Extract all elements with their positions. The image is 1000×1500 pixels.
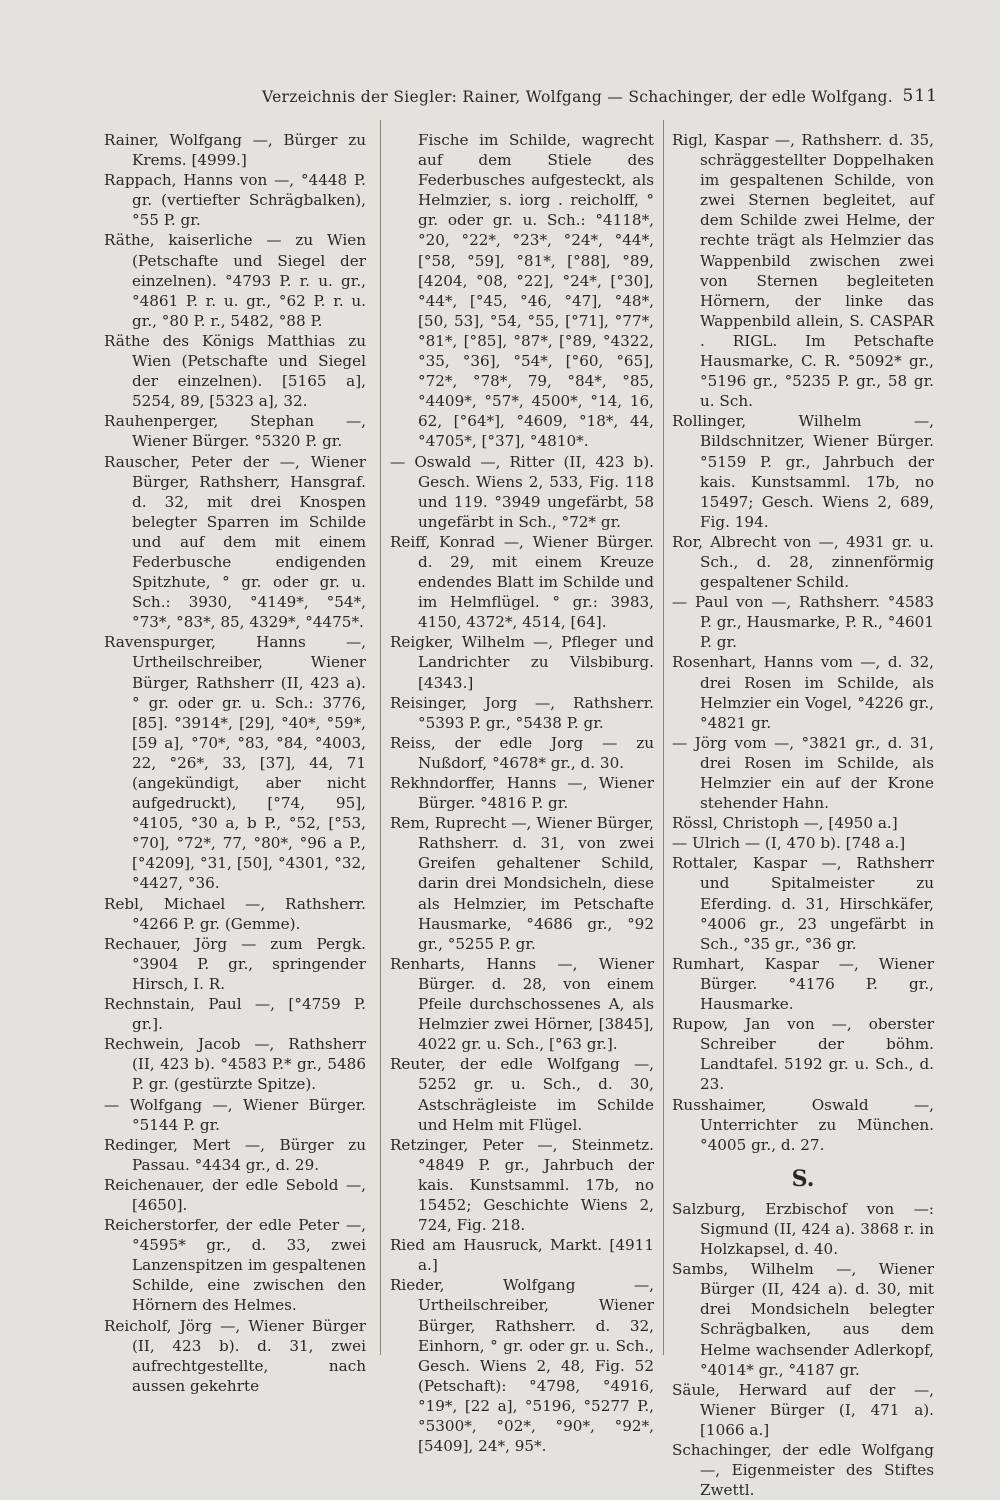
- index-entry: Reicherstorfer, der edle Peter —, °4595* gr., d. 33, zwei Lanzenspitzen im gespaltenen Schilde, eine zwischen den Hörnern des Helmes.: [104, 1216, 366, 1315]
- index-entry: Rollinger, Wilhelm —, Bildschnitzer, Wiener Bürger. °5159 P. gr., Jahrbuch der kais. Kunstsamml. 17b, no 15497; Gesch. Wiens 2, 689, Fig. 194.: [672, 412, 934, 531]
- index-entry: — Jörg vom —, °3821 gr., d. 31, drei Rosen im Schilde, als Helmzier ein auf der Krone stehender Hahn.: [672, 733, 934, 813]
- index-entry: Rechwein, Jacob —, Rathsherr (II, 423 b). °4583 P.* gr., 5486 P. gr. (gestürzte Spitze).: [104, 1035, 366, 1094]
- index-entry: Ried am Hausruck, Markt. [4911 a.]: [390, 1236, 654, 1275]
- index-entry: — Oswald —, Ritter (II, 423 b). Gesch. Wiens 2, 533, Fig. 118 und 119. °3949 ungefärbt, 58 ungefärbt in Sch., °72* gr.: [390, 452, 654, 531]
- index-entry: Salzburg, Erzbischof von —: Sigmund (II, 424 a). 3868 r. in Holzkapsel, d. 40.: [672, 1199, 934, 1259]
- index-entry: Sambs, Wilhelm —, Wiener Bürger (II, 424 a). d. 30, mit drei Mondsicheln belegter Schrägbalken, aus dem Helme wachsender Adlerkopf, °4014* gr., °4187 gr.: [672, 1260, 934, 1379]
- index-entry: Reisinger, Jorg —, Rathsherr. °5393 P. gr., °5438 P. gr.: [390, 693, 654, 732]
- column-rule: [663, 120, 664, 1355]
- index-entry: Russhaimer, Oswald —, Unterrichter zu München. °4005 gr., d. 27.: [672, 1095, 934, 1154]
- index-entry: Rauscher, Peter der —, Wiener Bürger, Rathsherr, Hansgraf. d. 32, mit drei Knospen belegter Sparren im Schilde und auf dem mit einem Federbusche endigenden Spitzhute, ° gr. oder gr. u. Sch.: 3930, °4149*, °54*, °73*, °83*, 85, 4329*, °4475*.: [104, 452, 366, 632]
- running-header: Verzeichnis der Siegler: Rainer, Wolfgang — Schachinger, der edle Wolfgang.: [262, 88, 893, 106]
- index-entry: — Ulrich — (I, 470 b). [748 a.]: [672, 834, 906, 853]
- index-entry: Rappach, Hanns von —, °4448 P. gr. (vertiefter Schrägbalken), °55 P. gr.: [104, 171, 366, 230]
- index-entry: Säule, Herward auf der —, Wiener Bürger (I, 471 a). [1066 a.]: [672, 1380, 934, 1439]
- index-entry: Rumhart, Kaspar —, Wiener Bürger. °4176 P. gr., Hausmarke.: [672, 954, 934, 1014]
- index-entry: Fische im Schilde, wagrecht auf dem Stiele des Federbusches aufgesteckt, als Helmzier, s. iorg . reicholff, ° gr. oder gr. u. Sch.: °4118*, °20, °22*, °23*, °24*, °44*, [°58, °59], °81*, [°88], °89, [4204, °08, °22], °24*, [°30], °44*, [°45, °46, °47], °48*, [50, 53], °54, °55, [°71], °77*, °81*, [°85], °87*, [°89, °4322, °35, °36], °54*, [°60, °65], °72*, °78*, 79, °84*, °85, °4409*, °57*, 4500*, °14, 16, 62, [°64*], °4609, °18*, 44, °4705*, [°37], °4810*.: [418, 131, 654, 451]
- index-entry: Reichenauer, der edle Sebold —, [4650].: [104, 1175, 366, 1214]
- index-entry: Rechauer, Jörg — zum Pergk. °3904 P. gr., springender Hirsch, I. R.: [104, 934, 366, 993]
- index-entry: Renharts, Hanns —, Wiener Bürger. d. 28, von einem Pfeile durchschossenes A, als Helmzier zwei Hörner, [3845], 4022 gr. u. Sch., [°63 gr.].: [390, 954, 654, 1054]
- index-entry: Rottaler, Kaspar —, Rathsherr und Spitalmeister zu Eferding. d. 31, Hirschkäfer, °4006 gr., 23 ungefärbt in Sch., °35 gr., °36 gr.: [672, 854, 934, 953]
- index-entry: Rupow, Jan von —, oberster Schreiber der böhm. Landtafel. 5192 gr. u. Sch., d. 23.: [672, 1015, 934, 1094]
- index-entries-r: [672, 130, 934, 1155]
- index-entry: Schachinger, der edle Wolfgang —, Eigenmeister des Stiftes Zwettl.: [672, 1441, 934, 1500]
- column-rule: [380, 120, 381, 1355]
- index-entry: Rosenhart, Hanns vom —, d. 32, drei Rosen im Schilde, als Helmzier ein Vogel, °4226 gr., °4821 gr.: [672, 653, 934, 732]
- index-column-3: [672, 130, 934, 1500]
- index-column-2: [390, 130, 654, 1456]
- index-entry: — Paul von —, Rathsherr. °4583 P. gr., Hausmarke, P. R., °4601 P. gr.: [672, 593, 934, 652]
- index-entry: Reigker, Wilhelm —, Pfleger und Landrichter zu Vilsbiburg. [4343.]: [390, 633, 654, 692]
- index-entry: Rainer, Wolfgang —, Bürger zu Krems. [4999.]: [104, 131, 366, 170]
- index-entry: Rauhenperger, Stephan —, Wiener Bürger. °5320 P. gr.: [104, 412, 366, 451]
- index-entry: Rekhndorffer, Hanns —, Wiener Bürger. °4816 P. gr.: [390, 774, 654, 813]
- index-entry: Redinger, Mert —, Bürger zu Passau. °4434 gr., d. 29.: [104, 1135, 366, 1174]
- index-entry: Räthe des Königs Matthias zu Wien (Petschafte und Siegel der einzelnen). [5165 a], 5254, 89, [5323 a], 32.: [104, 331, 366, 411]
- index-entry: Reiss, der edle Jorg — zu Nußdorf, °4678* gr., d. 30.: [390, 733, 654, 772]
- index-entry: Reiff, Konrad —, Wiener Bürger. d. 29, mit einem Kreuze endendes Blatt im Schilde und im Helmflügel. ° gr.: 3983, 4150, 4372*, 4514, [64].: [390, 532, 655, 632]
- index-entry: Rössl, Christoph —, [4950 a.]: [672, 814, 898, 833]
- index-column-1: [104, 130, 366, 1396]
- index-entry: Rechnstain, Paul —, [°4759 P. gr.].: [104, 995, 366, 1034]
- index-entry: Ravenspurger, Hanns —, Urtheilschreiber, Wiener Bürger, Rathsherr (II, 423 a). ° gr. oder gr. u. Sch.: 3776, [85]. °3914*, [29], °40*, °59*, [59 a], °70*, °83, °84, °4003, 22, °26*, 33, [37], 44, 71 (angekündigt, aber nicht aufgedruckt), [°74, 95], °4105, °30 a, b P., °52, [°53, °70], °72*, 77, °80*, °96 a P., [°4209], °31, [50], °4301, °32, °4427, °36.: [104, 633, 366, 893]
- index-entries-s: [672, 1199, 934, 1500]
- index-entry: Retzinger, Peter —, Steinmetz. °4849 P. gr., Jahrbuch der kais. Kunstsamml. 17b, no 15452; Geschichte Wiens 2, 724, Fig. 218.: [390, 1135, 654, 1235]
- index-entry: Reuter, der edle Wolfgang —, 5252 gr. u. Sch., d. 30, Astschrägleiste im Schilde und Helm mit Flügel.: [390, 1055, 654, 1134]
- index-entry: Rieder, Wolfgang —, Urtheilschreiber, Wiener Bürger, Rathsherr. d. 32, Einhorn, ° gr. oder gr. u. Sch., Gesch. Wiens 2, 48, Fig. 52 (Petschaft): °4798, °4916, °19*, [22 a], °5196, °5277 P., °5300*, °02*, °90*, °92*, [5409], 24*, 95*.: [390, 1276, 654, 1456]
- index-entry: Rigl, Kaspar —, Rathsherr. d. 35, schräggestellter Doppelhaken im gespaltenen Schilde, von zwei Sternen begleitet, auf dem Schilde zwei Helme, der rechte trägt als Helmzier das Wappenbild zwischen zwei von Sternen begleiteten Hörnern, der linke das Wappenbild allein, S. CASPAR . RIGL. Im Petschafte Hausmarke, C. R. °5092* gr., °5196 gr., °5235 P. gr., 58 gr. u. Sch.: [672, 131, 934, 411]
- index-entry: Ror, Albrecht von —, 4931 gr. u. Sch., d. 28, zinnenförmig gespaltener Schild.: [672, 532, 934, 592]
- index-entry: Rebl, Michael —, Rathsherr. °4266 P. gr. (Gemme).: [104, 894, 366, 933]
- page-number: 511: [902, 86, 938, 106]
- section-letter: S.: [791, 1165, 815, 1192]
- index-entry: Reicholf, Jörg —, Wiener Bürger (II, 423 b). d. 31, zwei aufrechtgestellte, nach aussen gekehrte: [104, 1316, 366, 1395]
- index-entry: Rem, Ruprecht —, Wiener Bürger, Rathsherr. d. 31, von zwei Greifen gehaltener Schild, darin drei Mondsicheln, diese als Helmzier, im Petschafte Hausmarke, °4686 gr., °92 gr., °5255 P. gr.: [390, 814, 654, 953]
- index-entry: — Wolfgang —, Wiener Bürger. °5144 P. gr.: [104, 1095, 366, 1134]
- index-entry: Räthe, kaiserliche — zu Wien (Petschafte und Siegel der einzelnen). °4793 P. r. u. gr., °4861 P. r. u. gr., °62 P. r. u. gr., °80 P. r., 5482, °88 P.: [104, 231, 366, 330]
